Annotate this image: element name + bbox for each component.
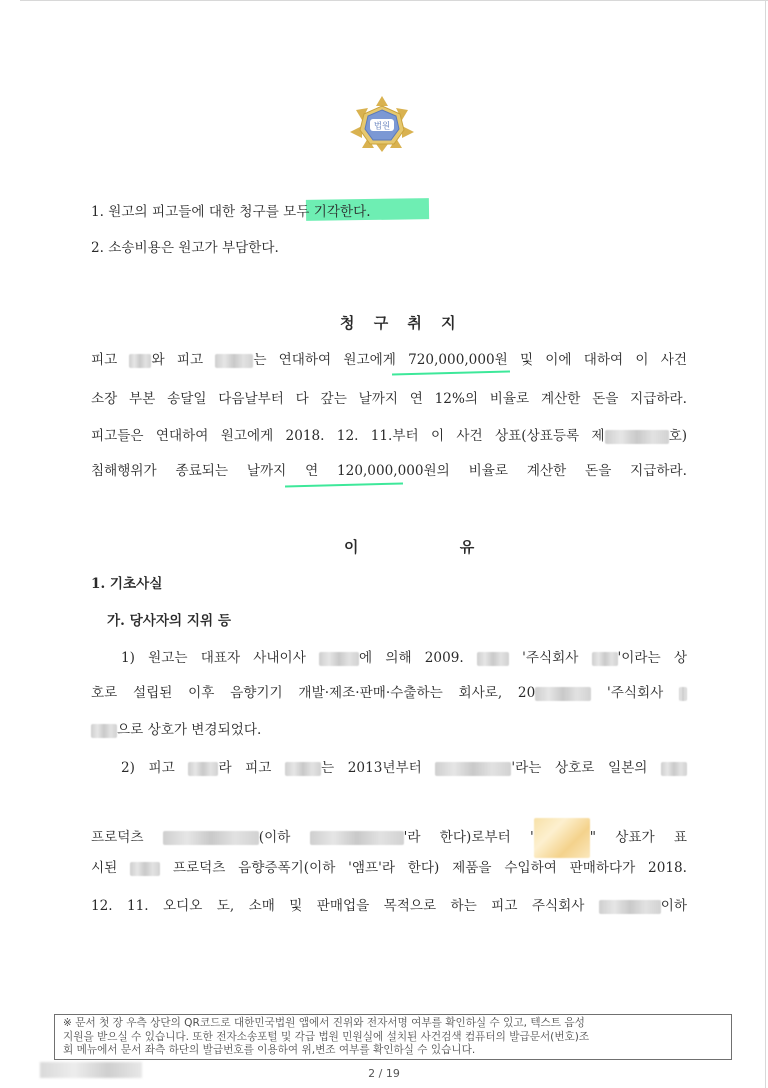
court-seal-logo [348, 94, 416, 154]
redacted-date [477, 652, 509, 666]
para-text: 에 의해 2009. [359, 650, 464, 666]
para-text: '주식회사 [606, 685, 664, 701]
para-text: 으로 상호가 변경되었다. [117, 722, 262, 738]
redacted-name [435, 762, 511, 776]
redacted-name [91, 724, 117, 738]
para-text: '라 한다)로부터 ' [403, 829, 534, 846]
para2-line4 [91, 896, 687, 916]
para1-line3 [91, 720, 261, 740]
para1-line2 [91, 683, 687, 703]
claim-line-1 [91, 350, 687, 370]
redacted-name [188, 762, 218, 776]
redacted-name [285, 762, 321, 776]
redacted-name [215, 354, 253, 368]
claim-line-2: 소장 부본 송달일 다음날부터 다 갚는 날까지 연 12%의 비율로 계산한 돈을 지급하라. [91, 391, 687, 407]
para1-line1 [121, 648, 687, 668]
para-text: 프로덕츠 [91, 829, 144, 846]
redacted-name [599, 900, 661, 914]
claim-text: 피고들은 연대하여 원고에게 2018. 12. 11.부터 이 사건 상표(상표등록 제 [91, 428, 605, 444]
footer-notice-box [54, 1014, 732, 1060]
claim-line-3 [91, 426, 687, 446]
redacted-name [163, 831, 259, 845]
redacted-name [319, 652, 359, 666]
redacted-trademark-image [534, 818, 590, 858]
para-text: 시된 [91, 860, 118, 876]
para2-line3 [91, 858, 687, 878]
claim-text: 호) [668, 428, 687, 444]
claim-line-4: 침해행위가 종료되는 날까지 연 120,000,000원의 비율로 계산한 돈을 지급하라. [91, 463, 687, 479]
footer-notice-line: ※ 문서 첫 장 우측 상단의 QR코드로 대한민국법원 앱에서 진위와 전자서명 여부를 확인하실 수 있고, 텍스트 음성 [63, 1017, 585, 1029]
para-text: 프로덕츠 음향증폭기(이하 '앰프'라 한다) 제품을 수입하여 판매하다가 2018. [172, 860, 687, 876]
para-text: '라는 상호로 일본의 [511, 760, 648, 776]
para-text: 라 피고 [218, 760, 272, 776]
redacted-name [661, 762, 687, 776]
reason-title: 이 유 [344, 538, 523, 556]
claim-title: 청 구 취 지 [340, 314, 463, 332]
redacted-name [130, 862, 160, 876]
underline-mark [392, 370, 510, 375]
para-text: 12. 11. 오디오 도, 소매 및 판매업을 목적으로 하는 피고 주식회사 [91, 898, 585, 914]
para-text: 2) 피고 [121, 760, 175, 776]
para-text: 는 2013년부터 [321, 760, 422, 776]
footer-notice-line: 지원을 받으실 수 있습니다. 또한 전자소송포털 및 각급 법원 민원실에 설치된 사건검색 컴퓨터의 발급문서(번호)조 [63, 1030, 590, 1043]
page-border-top [20, 0, 768, 1]
redacted-date [535, 687, 591, 701]
redacted-name [129, 354, 151, 368]
redacted-name [310, 831, 404, 845]
claim-text: 는 연대하여 원고에게 720,000,000원 및 이에 대하여 이 사건 [253, 352, 687, 368]
page-border-right [765, 0, 766, 1088]
para-text: 1) 원고는 대표자 사내이사 [121, 650, 306, 666]
redacted-number [605, 430, 669, 444]
claim-text: 와 피고 [151, 352, 204, 368]
seal-text: 법원 [373, 121, 391, 132]
para-text: (이하 [258, 829, 291, 846]
underline-mark [285, 482, 403, 487]
page-number: 2 / 19 [368, 1067, 400, 1080]
para2-line2 [91, 818, 687, 858]
section-heading: 1. 기초사실 [91, 576, 163, 592]
para-text: '주식회사 [522, 650, 579, 666]
para-text: 이하 [660, 898, 688, 914]
subsection-heading: 가. 당사자의 지위 등 [107, 613, 231, 629]
redacted-name [679, 687, 687, 701]
para-text: " 상표가 표 [589, 829, 688, 846]
para-text: 호로 설립된 이후 음향기기 개발·제조·판매·수출하는 회사로, 20 [91, 685, 536, 701]
ruling-item-2: 2. 소송비용은 원고가 부담한다. [91, 240, 279, 256]
footer-notice-line: 회 메뉴에서 문서 좌측 하단의 발급번호를 이용하여 위,변조 여부를 확인하실 수 있습니다. [63, 1044, 476, 1057]
redacted-name [592, 652, 618, 666]
claim-text: 피고 [91, 352, 118, 368]
para2-line1 [121, 758, 687, 778]
ruling-item-1: 1. 원고의 피고들에 대한 청구를 모두 기각한다. [91, 204, 371, 220]
para-text: '이라는 상 [617, 650, 687, 666]
